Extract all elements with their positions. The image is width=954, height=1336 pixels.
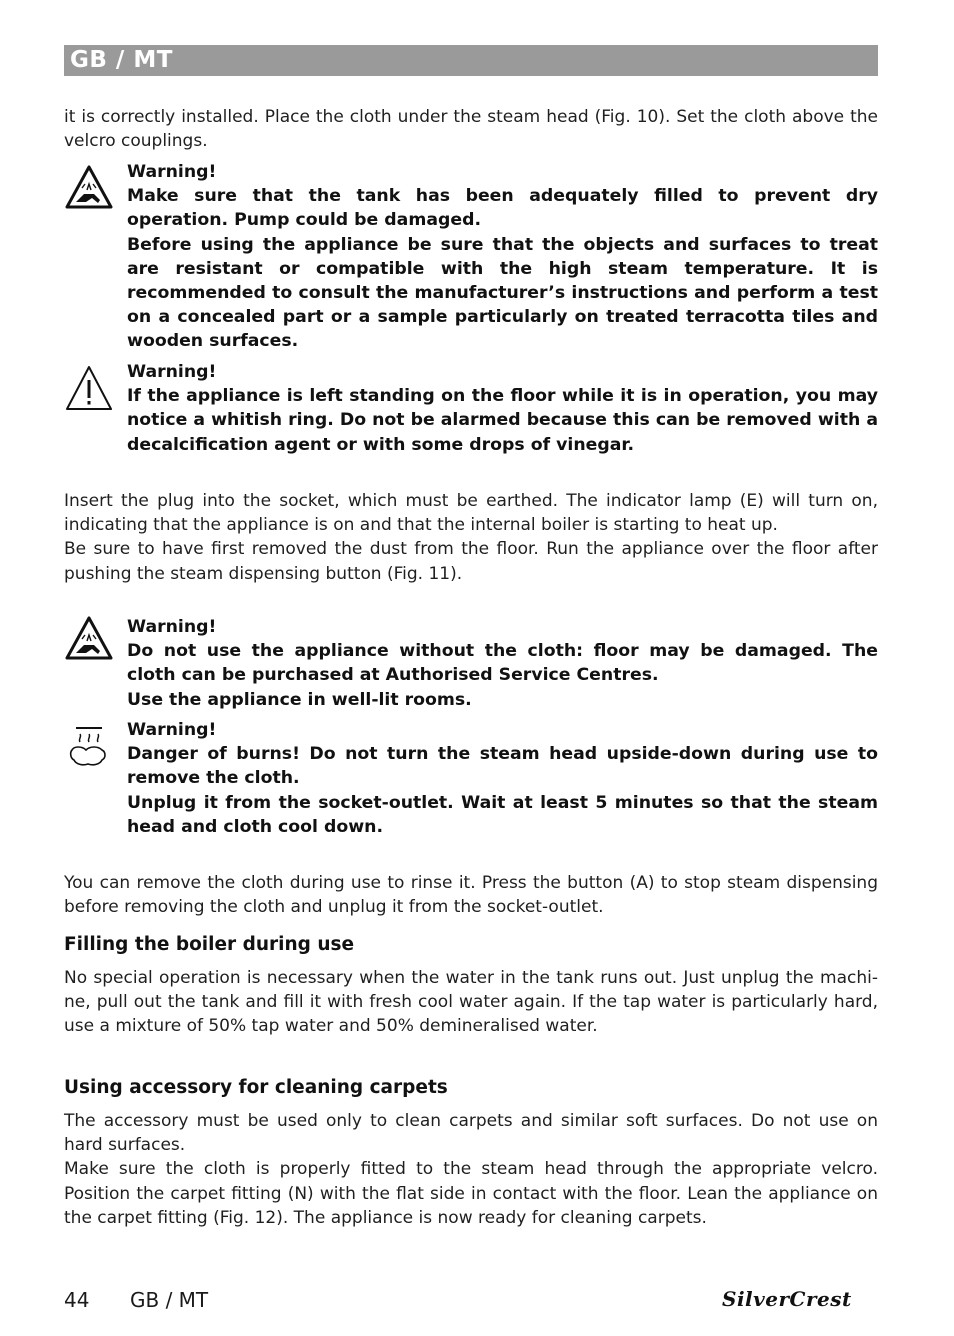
warning-block-3 [64, 615, 878, 712]
warning-3-line: Do not use the appliance without the cloth: floor may be damaged. The cloth can be purchased at Authorised Service Centres. [127, 641, 878, 686]
warning-4-line: Danger of burns! Do not turn the steam head upside-down during use to remove the cloth. [127, 744, 878, 789]
usage-text-2: Be sure to have first removed the dust from the floor. Run the appliance over the floor after pushing the steam dispensing button (Fig. 11). [64, 539, 878, 584]
intro-text: it is correctly installed. Place the cloth under the steam head (Fig. 10). Set the cloth above the velcro couplings. [64, 107, 878, 152]
filling-paragraph [64, 966, 878, 1039]
hand-hazard-icon [64, 615, 114, 665]
filling-text: No special operation is necessary when the water in the tank runs out. Just unplug the machi-ne, pull out the tank and fill it with fresh cool water again. If the tap water is particularly hard, use a mixture of 50% tap water and 50% demineralised water. [64, 968, 878, 1037]
warning-4-title: Warning! [127, 720, 217, 740]
carpets-paragraphs [64, 1109, 878, 1230]
header-bar [64, 45, 878, 76]
warning-3-title: Warning! [127, 617, 217, 637]
remove-paragraph [64, 871, 878, 919]
page-number: 44 [64, 1288, 90, 1312]
exclamation-triangle-icon [64, 364, 114, 414]
warning-1-title: Warning! [127, 162, 217, 182]
warning-block-1 [64, 160, 878, 354]
warning-1-line: Before using the appliance be sure that the objects and surfaces to treat are resistant or compatible with the high steam temperature. It is recommended to consult the manufacturer’s instructions and perform a test on a concealed part or a sample particularly on treated terracotta tiles and wooden surfaces. [127, 234, 878, 352]
hot-steam-hand-icon [64, 722, 114, 772]
warning-block-4 [64, 718, 878, 839]
footer-label: GB / MT [130, 1288, 209, 1312]
usage-paragraphs [64, 489, 878, 586]
warning-4-line: Unplug it from the socket-outlet. Wait at least 5 minutes so that the steam head and cloth cool down. [127, 792, 878, 837]
filling-heading: Filling the boiler during use [64, 934, 355, 955]
warning-2-line: If the appliance is left standing on the floor while it is in operation, you may notice a whitish ring. Do not be alarmed because this can be removed with a decalcification agent or with some drops of vinegar. [127, 386, 878, 455]
warning-3-line: Use the appliance in well-lit rooms. [127, 689, 472, 710]
remove-text: You can remove the cloth during use to rinse it. Press the button (A) to stop steam dispensing before removing the cloth and unplug it from the socket-outlet. [64, 873, 878, 918]
warning-block-2 [64, 360, 878, 457]
hand-hazard-icon [64, 164, 114, 214]
intro-paragraph [64, 105, 878, 153]
warning-2-title: Warning! [127, 362, 217, 382]
header-title: GB / MT [70, 47, 173, 73]
carpets-heading: Using accessory for cleaning carpets [64, 1077, 448, 1098]
warning-1-line: Make sure that the tank has been adequately filled to prevent dry operation. Pump could be damaged. [127, 186, 878, 231]
brand-logo: SilverCrest [722, 1287, 852, 1311]
carpets-text-2: Make sure the cloth is properly fitted to the steam head through the appropriate velcro. Position the carpet fitting (N) with the flat side in contact with the floor. Lean the appliance on the carpet fitting (Fig. 12). The appliance is now ready for cleaning carpets. [64, 1159, 878, 1228]
carpets-text-1: The accessory must be used only to clean carpets and similar soft surfaces. Do not use on hard surfaces. [64, 1111, 878, 1156]
usage-text-1: Insert the plug into the socket, which must be earthed. The indicator lamp (E) will turn on, indicating that the appliance is on and that the internal boiler is starting to heat up. [64, 491, 878, 536]
